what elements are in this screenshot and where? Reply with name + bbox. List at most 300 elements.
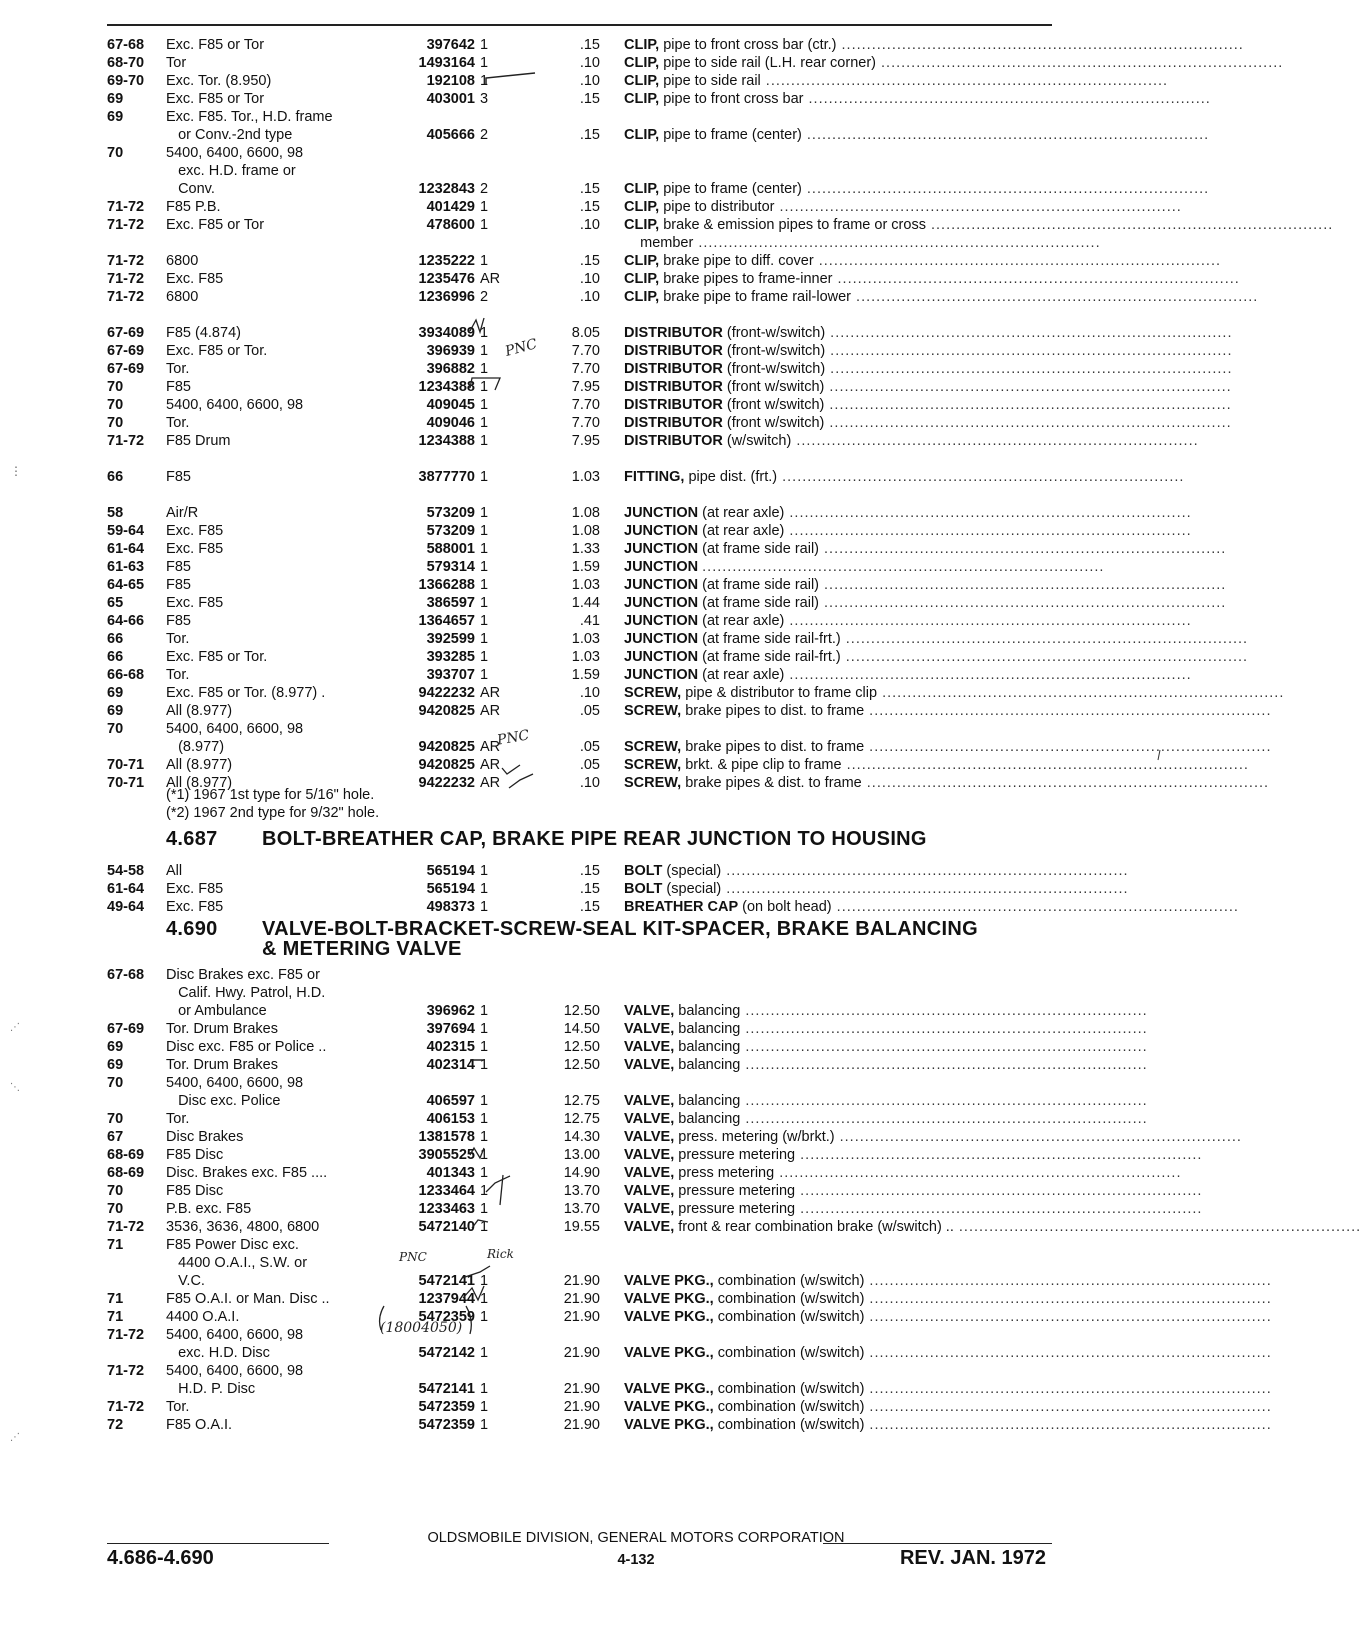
model-year: 66 <box>107 649 124 665</box>
application: F85 <box>166 379 191 395</box>
part-detail: combination (w/switch) <box>717 1309 865 1325</box>
application: 5400, 6400, 6600, 98 <box>166 1075 304 1091</box>
model-year: 69 <box>107 685 124 701</box>
part-name: VALVE, <box>624 1165 675 1181</box>
price: .41 <box>579 613 600 629</box>
part-number: 9420825 <box>418 757 475 773</box>
model-year: 67 <box>107 1129 124 1145</box>
quantity: 1 <box>480 1165 489 1181</box>
application: Exc. F85 <box>166 881 224 897</box>
price: 12.50 <box>563 1039 600 1055</box>
application: Tor. <box>166 1399 190 1415</box>
application: F85 <box>166 577 191 593</box>
description <box>624 414 1232 432</box>
part-number: 406597 <box>426 1093 475 1109</box>
part-number: 1235476 <box>418 271 475 287</box>
part-number: 579314 <box>426 559 475 575</box>
application: Exc. F85 or Tor. <box>166 343 268 359</box>
price: 1.59 <box>571 559 600 575</box>
quantity: 1 <box>480 523 489 539</box>
description <box>624 378 1232 396</box>
description <box>624 1164 1182 1182</box>
part-detail: pressure metering <box>678 1183 796 1199</box>
price: 7.95 <box>571 433 600 449</box>
price: 21.90 <box>563 1399 600 1415</box>
application: or Conv.-2nd type <box>166 127 293 143</box>
section-title-line-1: VALVE-BOLT-BRACKET-SCREW-SEAL KIT-SPACER, BRAKE BALANCING <box>262 918 978 940</box>
model-year: 67-69 <box>107 361 145 377</box>
price: 12.50 <box>563 1057 600 1073</box>
model-year: 70 <box>107 1111 124 1127</box>
description <box>624 234 1101 252</box>
application: 4400 O.A.I. <box>166 1309 240 1325</box>
part-name: SCREW, <box>624 703 682 719</box>
part-name: CLIP, <box>624 37 660 53</box>
part-number: 5472140 <box>418 1219 475 1235</box>
leader-dots: ................................................................................ <box>864 1291 1272 1307</box>
application: F85 <box>166 613 191 629</box>
part-number: 396939 <box>426 343 475 359</box>
leader-dots: ................................................................................ <box>861 775 1270 791</box>
price: .15 <box>579 253 600 269</box>
description <box>624 360 1233 378</box>
part-name: CLIP, <box>624 217 660 233</box>
price: 1.08 <box>571 523 600 539</box>
section-heading-4-690-line-2 <box>262 938 462 960</box>
quantity: 1 <box>480 1021 489 1037</box>
quantity: 1 <box>480 1345 489 1361</box>
leader-dots: ................................................................................ <box>864 1417 1272 1433</box>
part-detail: brake pipes to dist. to frame <box>685 739 865 755</box>
price: 7.70 <box>571 343 600 359</box>
leader-dots: ................................................................................ <box>840 631 1249 647</box>
part-detail: (at frame side rail) <box>702 541 819 557</box>
part-detail: (w/switch) <box>726 433 792 449</box>
part-name: CLIP, <box>624 199 660 215</box>
part-number: 498373 <box>426 899 475 915</box>
part-name: VALVE, <box>624 1183 675 1199</box>
footnote-2: (*2) 1967 2nd type for 9/32" hole. <box>166 805 380 821</box>
application: 4400 O.A.I., S.W. or <box>166 1255 308 1271</box>
price: 14.90 <box>563 1165 600 1181</box>
application: 5400, 6400, 6600, 98 <box>166 397 304 413</box>
quantity: 1 <box>480 55 489 71</box>
leader-dots: ................................................................................ <box>803 91 1211 107</box>
description <box>624 612 1192 630</box>
part-name: VALVE, <box>624 1093 675 1109</box>
description <box>624 504 1192 522</box>
description <box>624 1110 1148 1128</box>
application: Exc. F85 or Tor <box>166 37 265 53</box>
model-year: 71-72 <box>107 1399 145 1415</box>
part-number: 9420825 <box>418 703 475 719</box>
application: 5400, 6400, 6600, 98 <box>166 1363 304 1379</box>
price: .10 <box>579 685 600 701</box>
quantity: 1 <box>480 1039 489 1055</box>
quantity: 1 <box>480 37 489 53</box>
quantity: 1 <box>480 1111 489 1127</box>
part-detail: brake pipe to frame rail-lower <box>663 289 852 305</box>
quantity: AR <box>480 271 501 287</box>
svg-text:⋮: ⋮ <box>10 464 22 478</box>
part-name: VALVE PKG., <box>624 1399 714 1415</box>
model-year: 71-72 <box>107 1327 145 1343</box>
leader-dots: ................................................................................ <box>831 899 1239 915</box>
description <box>624 684 1285 702</box>
price: 12.75 <box>563 1093 600 1109</box>
quantity: 1 <box>480 649 489 665</box>
part-number: 1234388 <box>418 379 475 395</box>
application: F85 (4.874) <box>166 325 241 341</box>
part-detail: brake pipe to diff. cover <box>663 253 814 269</box>
quantity: 1 <box>480 667 489 683</box>
part-number: 396882 <box>426 361 475 377</box>
leader-dots: ................................................................................ <box>784 523 1192 539</box>
price: .10 <box>579 73 600 89</box>
leader-dots: ................................................................................ <box>824 379 1232 395</box>
quantity: 1 <box>480 1093 489 1109</box>
part-detail: press. metering (w/brkt.) <box>678 1129 835 1145</box>
leader-dots: ................................................................................ <box>784 505 1192 521</box>
handwritten-note-pnc: PNC <box>495 727 531 749</box>
model-year: 59-64 <box>107 523 145 539</box>
application: Exc. F85 or Tor <box>166 217 265 233</box>
model-year: 68-70 <box>107 55 145 71</box>
part-detail: pipe to front cross bar (ctr.) <box>663 37 837 53</box>
price: 21.90 <box>563 1417 600 1433</box>
part-number: 9420825 <box>418 739 475 755</box>
application: Tor. <box>166 667 190 683</box>
svg-text:⋰: ⋰ <box>10 1432 20 1443</box>
leader-dots: ................................................................................ <box>841 757 1249 773</box>
price: .10 <box>579 217 600 233</box>
application: 5400, 6400, 6600, 98 <box>166 1327 304 1343</box>
application: F85 Disc <box>166 1183 224 1199</box>
price: .15 <box>579 181 600 197</box>
description <box>624 288 1259 306</box>
part-number: 9422232 <box>418 775 475 791</box>
model-year: 65 <box>107 595 124 611</box>
price: 1.44 <box>571 595 600 611</box>
leader-dots: ................................................................................ <box>832 271 1240 287</box>
model-year: 70 <box>107 397 124 413</box>
part-detail: (at rear axle) <box>702 667 785 683</box>
quantity: 1 <box>480 577 489 593</box>
application: Tor. Drum Brakes <box>166 1057 278 1073</box>
description <box>624 540 1227 558</box>
application: Tor. <box>166 415 190 431</box>
section-number: 4.687 <box>166 828 218 850</box>
part-number: 5472359 <box>418 1399 475 1415</box>
price: .15 <box>579 91 600 107</box>
part-number: 406153 <box>426 1111 475 1127</box>
part-name: CLIP, <box>624 91 660 107</box>
part-number: 386597 <box>426 595 475 611</box>
application: Exc. F85 or Tor. <box>166 649 268 665</box>
quantity: 1 <box>480 343 489 359</box>
model-year: 54-58 <box>107 863 145 879</box>
quantity: AR <box>480 757 501 773</box>
part-number: 1235222 <box>418 253 475 269</box>
leader-dots: ................................................................................ <box>851 289 1259 305</box>
part-detail: pressure metering <box>678 1147 796 1163</box>
part-detail: balancing <box>678 1021 741 1037</box>
part-detail: brake pipes & dist. to frame <box>685 775 862 791</box>
leader-dots: ................................................................................ <box>825 343 1233 359</box>
part-detail: brake pipes to dist. to frame <box>685 703 865 719</box>
description <box>624 702 1272 720</box>
part-number: 588001 <box>426 541 475 557</box>
description <box>624 90 1211 108</box>
part-name: DISTRIBUTOR <box>624 343 723 359</box>
leader-dots: ................................................................................ <box>864 1273 1272 1289</box>
handwritten-note-rick: Rick <box>487 1247 514 1261</box>
leader-dots: ................................................................................ <box>774 199 1182 215</box>
quantity: AR <box>480 703 501 719</box>
leader-dots: ................................................................................ <box>953 1219 1361 1235</box>
leader-dots: ................................................................................ <box>813 253 1222 269</box>
part-name: BOLT <box>624 863 663 879</box>
footnote-1: (*1) 1967 1st type for 5/16" hole. <box>166 787 375 803</box>
description <box>624 558 1105 576</box>
price: .10 <box>579 289 600 305</box>
application: (8.977) <box>166 739 225 755</box>
leader-dots: ................................................................................ <box>864 1309 1272 1325</box>
application: Tor. <box>166 1111 190 1127</box>
part-number: 573209 <box>426 523 475 539</box>
leader-dots: ................................................................................ <box>774 1165 1182 1181</box>
quantity: 1 <box>480 1309 489 1325</box>
part-name: VALVE PKG., <box>624 1345 714 1361</box>
part-number: 565194 <box>426 881 475 897</box>
leader-dots: ................................................................................ <box>864 1399 1272 1415</box>
quantity: 1 <box>480 505 489 521</box>
quantity: 1 <box>480 325 489 341</box>
part-number: 3905525 <box>418 1147 475 1163</box>
description <box>624 270 1240 288</box>
part-number: 9422232 <box>418 685 475 701</box>
leader-dots: ................................................................................ <box>819 595 1227 611</box>
price: 12.50 <box>563 1003 600 1019</box>
part-name: SCREW, <box>624 757 682 773</box>
part-name: JUNCTION <box>624 613 699 629</box>
section-title-line-2: & METERING VALVE <box>262 938 462 960</box>
price: 7.70 <box>571 361 600 377</box>
part-name: VALVE, <box>624 1021 675 1037</box>
description <box>624 468 1185 486</box>
model-year: 67-69 <box>107 325 145 341</box>
price: .10 <box>579 775 600 791</box>
leader-dots: ................................................................................ <box>740 1057 1148 1073</box>
price: 19.55 <box>563 1219 600 1235</box>
part-name: VALVE PKG., <box>624 1291 714 1307</box>
leader-dots: ................................................................................ <box>702 559 1105 575</box>
handwritten-part-number: (18004050) <box>380 1320 463 1336</box>
model-year: 71-72 <box>107 271 145 287</box>
description <box>624 522 1192 540</box>
part-name: VALVE, <box>624 1003 675 1019</box>
part-number: 393285 <box>426 649 475 665</box>
price: .15 <box>579 881 600 897</box>
description <box>624 1092 1148 1110</box>
svg-text:⋰: ⋰ <box>10 1022 20 1033</box>
price: .15 <box>579 199 600 215</box>
application: Disc Brakes <box>166 1129 244 1145</box>
application: F85 O.A.I. <box>166 1417 233 1433</box>
part-number: 5472359 <box>418 1417 475 1433</box>
application: Exc. F85 <box>166 523 224 539</box>
quantity: 1 <box>480 1291 489 1307</box>
leader-dots: ................................................................................ <box>825 325 1233 341</box>
description <box>624 1272 1272 1290</box>
part-detail: (at rear axle) <box>702 523 785 539</box>
application: F85 Drum <box>166 433 231 449</box>
leader-dots: ................................................................................ <box>795 1183 1203 1199</box>
application: Disc exc. F85 or Police .. <box>166 1039 327 1055</box>
model-year: 71-72 <box>107 1363 145 1379</box>
part-name: VALVE PKG., <box>624 1309 714 1325</box>
part-number: 1233464 <box>418 1183 475 1199</box>
leader-dots: ................................................................................ <box>801 127 1210 143</box>
part-number: 396962 <box>426 1003 475 1019</box>
application: Exc. F85 or Tor <box>166 91 265 107</box>
quantity: 1 <box>480 881 489 897</box>
model-year: 71-72 <box>107 289 145 305</box>
description <box>624 342 1233 360</box>
leader-dots: ................................................................................ <box>795 1201 1203 1217</box>
part-number: 5472359 <box>418 1309 475 1325</box>
part-detail: combination (w/switch) <box>717 1345 865 1361</box>
leader-dots: ................................................................................ <box>864 739 1272 755</box>
model-year: 69 <box>107 703 124 719</box>
leader-dots: ................................................................................ <box>777 469 1185 485</box>
application: F85 P.B. <box>166 199 221 215</box>
application: 6800 <box>166 253 199 269</box>
part-detail: balancing <box>678 1057 741 1073</box>
application: or Ambulance <box>166 1003 267 1019</box>
description <box>624 324 1233 342</box>
model-year: 71 <box>107 1291 124 1307</box>
leader-dots: ................................................................................ <box>740 1111 1148 1127</box>
part-name: VALVE, <box>624 1057 675 1073</box>
part-detail: combination (w/switch) <box>717 1399 865 1415</box>
model-year: 70 <box>107 721 124 737</box>
application: H.D. P. Disc <box>166 1381 256 1397</box>
description <box>624 54 1284 72</box>
part-number: 393707 <box>426 667 475 683</box>
leader-dots: ................................................................................ <box>740 1003 1148 1019</box>
application: F85 <box>166 559 191 575</box>
price: 1.33 <box>571 541 600 557</box>
quantity: 1 <box>480 217 489 233</box>
description <box>624 1182 1203 1200</box>
section-heading-4-687 <box>166 828 927 850</box>
part-detail: pipe to side rail <box>663 73 761 89</box>
part-detail: combination (w/switch) <box>717 1291 865 1307</box>
part-number: 405666 <box>426 127 475 143</box>
leader-dots: ................................................................................ <box>784 613 1192 629</box>
description <box>624 648 1249 666</box>
price: .10 <box>579 55 600 71</box>
description <box>624 1416 1272 1434</box>
model-year: 67-69 <box>107 1021 145 1037</box>
leader-dots: ................................................................................ <box>795 1147 1203 1163</box>
part-name: CLIP, <box>624 289 660 305</box>
part-number: 3877770 <box>418 469 475 485</box>
part-number: 1234388 <box>418 433 475 449</box>
model-year: 71 <box>107 1309 124 1325</box>
quantity: 1 <box>480 1399 489 1415</box>
leader-dots: ................................................................................ <box>877 685 1285 701</box>
part-detail: combination (w/switch) <box>717 1381 865 1397</box>
quantity: 1 <box>480 415 489 431</box>
price: 14.50 <box>563 1021 600 1037</box>
quantity: 1 <box>480 631 489 647</box>
part-detail: (on bolt head) <box>742 899 832 915</box>
model-year: 72 <box>107 1417 124 1433</box>
part-name: DISTRIBUTOR <box>624 379 723 395</box>
part-detail: brake & emission pipes to frame or cross <box>663 217 926 233</box>
model-year: 69 <box>107 1039 124 1055</box>
part-detail: front & rear combination brake (w/switch) .. <box>678 1219 954 1235</box>
quantity: 1 <box>480 595 489 611</box>
part-name: JUNCTION <box>624 559 699 575</box>
quantity: 1 <box>480 1057 489 1073</box>
quantity: 1 <box>480 541 489 557</box>
part-number: 392599 <box>426 631 475 647</box>
description <box>624 1344 1272 1362</box>
price: 1.08 <box>571 505 600 521</box>
price: 13.70 <box>563 1201 600 1217</box>
model-year: 69 <box>107 91 124 107</box>
application: F85 Disc <box>166 1147 224 1163</box>
description <box>624 1200 1203 1218</box>
footer-division: OLDSMOBILE DIVISION, GENERAL MOTORS CORPORATION <box>427 1530 845 1546</box>
part-name: DISTRIBUTOR <box>624 415 723 431</box>
description <box>624 1308 1272 1326</box>
application: Air/R <box>166 505 199 521</box>
quantity: 1 <box>480 397 489 413</box>
quantity: 1 <box>480 379 489 395</box>
quantity: AR <box>480 739 501 755</box>
part-name: BOLT <box>624 881 663 897</box>
description <box>624 180 1210 198</box>
part-name: CLIP, <box>624 253 660 269</box>
application: 6800 <box>166 289 199 305</box>
price: .05 <box>579 739 600 755</box>
model-year: 69 <box>107 109 124 125</box>
top-rule <box>107 24 1052 26</box>
part-number: 1364657 <box>418 613 475 629</box>
model-year: 61-63 <box>107 559 145 575</box>
description <box>624 594 1227 612</box>
description <box>624 252 1222 270</box>
quantity: 1 <box>480 1003 489 1019</box>
application: Exc. F85 <box>166 541 224 557</box>
part-detail: (at frame side rail) <box>702 595 819 611</box>
leader-dots: ................................................................................ <box>760 73 1169 89</box>
model-year: 71-72 <box>107 199 145 215</box>
application: Tor. Drum Brakes <box>166 1021 278 1037</box>
description <box>624 1056 1148 1074</box>
model-year: 66 <box>107 469 124 485</box>
part-detail: balancing <box>678 1039 741 1055</box>
section-title: BOLT-BREATHER CAP, BRAKE PIPE REAR JUNCTION TO HOUSING <box>262 828 927 850</box>
price: 1.03 <box>571 469 600 485</box>
part-name: DISTRIBUTOR <box>624 325 723 341</box>
part-detail: press metering <box>678 1165 775 1181</box>
part-detail: (front w/switch) <box>726 415 825 431</box>
